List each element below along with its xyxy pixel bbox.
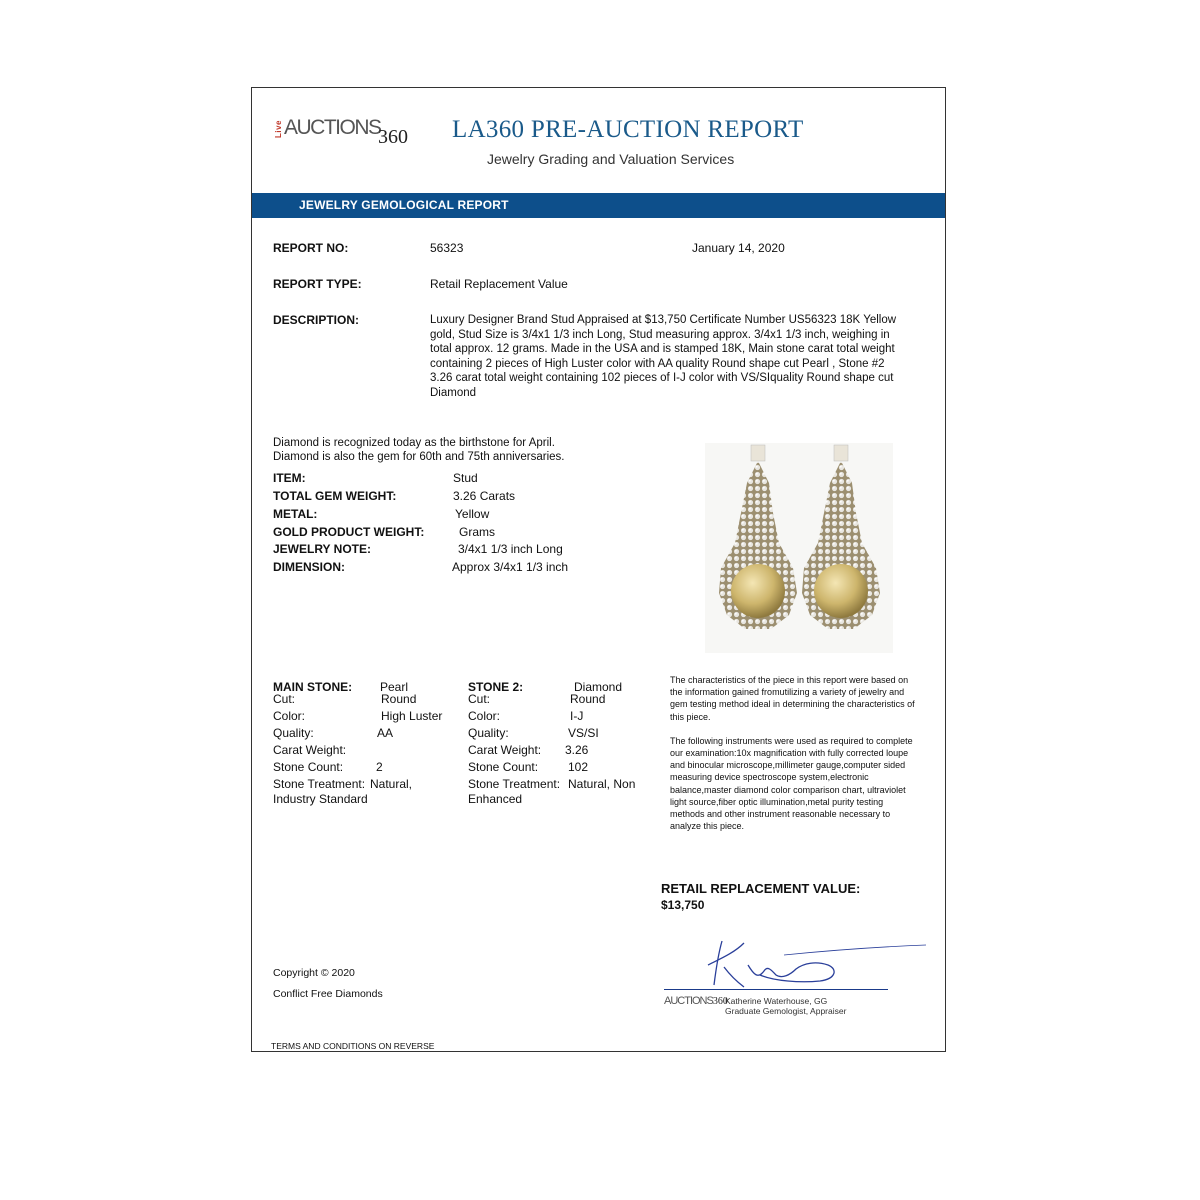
jewelry-note-value: 3/4x1 1/3 inch Long — [458, 542, 563, 556]
main-stone-color-label: Color: — [273, 709, 306, 723]
stone-2-color-value: I-J — [570, 709, 584, 723]
signature-icon — [704, 935, 934, 991]
main-stone-heading: MAIN STONE: — [273, 680, 353, 694]
stone-2-carat-value: 3.26 — [565, 743, 589, 757]
earrings-photo — [705, 443, 893, 653]
stone-2-quality-value: VS/SI — [568, 726, 599, 740]
stone-2-cut-label: Cut: — [468, 692, 491, 706]
item-label: ITEM: — [273, 471, 306, 485]
notes-paragraph-1: The characteristics of the piece in this report were based on the information gained fromutilizing a variety of jewelry and gem testing method ideal in determining the characteristics of this piece. — [670, 675, 915, 722]
signature-logo-360: 360 — [712, 996, 728, 1007]
main-stone-name: Pearl — [380, 680, 409, 694]
retail-value-amount: $13,750 — [661, 898, 705, 912]
stone-2-color-label: Color: — [468, 709, 501, 723]
logo-360-text: 360 — [378, 126, 408, 148]
item-value: Stud — [453, 471, 478, 485]
auctions360-logo — [274, 116, 408, 152]
dimension-value: Approx 3/4x1 1/3 inch — [452, 560, 569, 574]
signature-logo-auctions: AUCTIONS — [664, 995, 713, 1007]
total-gem-weight-label: TOTAL GEM WEIGHT: — [273, 489, 397, 503]
stone-2-count-value: 102 — [568, 760, 589, 774]
description-text: Luxury Designer Brand Stud Appraised at $13,750 Certificate Number US56323 18K Yellow gold, Stud Size is 3/4x1 1/3 inch Long, Stud measuring approx. 3/4x1 1/3 inch, weighing in total approx. 12 grams. Made in the USA and is stamped 18K, Main stone carat total weight containing 2 pieces of High Luster color with AA quality Round shape cut Pearl , Stone #2 3.26 carat total weight containing 102 pieces of I-J color with VS/SIquality Round shape cut Diamond — [430, 314, 897, 399]
report-date: January 14, 2020 — [692, 241, 785, 255]
main-stone-quality-value: AA — [377, 726, 394, 740]
signature-line — [664, 989, 888, 990]
stone-2-treatment-value: Natural, Non — [568, 777, 636, 791]
birthstone-line-2: Diamond is also the gem for 60th and 75th anniversaries. — [273, 451, 565, 463]
jewelry-note-label: JEWELRY NOTE: — [273, 542, 372, 556]
stone-2-count-label: Stone Count: — [468, 760, 539, 774]
logo-auctions-text: AUCTIONS — [284, 116, 381, 139]
stone-2-treatment-label: Stone Treatment: — [468, 777, 561, 791]
report-type-value: Retail Replacement Value — [430, 277, 568, 291]
stone-2-treatment-value-2: Enhanced — [468, 792, 523, 806]
left-earring — [719, 445, 797, 629]
main-stone-count-label: Stone Count: — [273, 760, 344, 774]
stone-2-quality-label: Quality: — [468, 726, 509, 740]
stone-2-carat-label: Carat Weight: — [468, 743, 542, 757]
report-no-label: REPORT NO: — [273, 241, 349, 255]
appraiser-name: Katherine Waterhouse, GG — [725, 996, 828, 1006]
birthstone-note — [273, 436, 565, 464]
total-gem-weight-value: 3.26 Carats — [453, 489, 516, 503]
main-stone-treatment-value-2: Industry Standard — [273, 792, 368, 806]
appraiser-signature-block — [664, 933, 924, 1023]
main-stone-carat-label: Carat Weight: — [273, 743, 347, 757]
main-stone-quality-label: Quality: — [273, 726, 314, 740]
section-banner — [252, 193, 945, 218]
gold-weight-label: GOLD PRODUCT WEIGHT: — [273, 525, 425, 539]
pearl-earrings-illustration — [705, 443, 893, 653]
main-stone-count-value: 2 — [376, 760, 383, 774]
stone-2-name: Diamond — [574, 680, 623, 694]
report-no-value: 56323 — [430, 241, 464, 255]
right-earring — [802, 445, 880, 629]
notes-paragraph-2: The following instruments were used as required to complete our examination:10x magnification with fully corrected loupe and binocular microscope,millimeter gauge,computer sided measuring device spectroscope system,electronic balance,master diamond color comparison chart, ultraviolet light source,fiber optic illumination,metal purity testing methods and other instrument reasonable necessary to analyze this piece. — [670, 735, 913, 832]
main-stone-cut-label: Cut: — [273, 692, 296, 706]
birthstone-line-1: Diamond is recognized today as the birthstone for April. — [273, 437, 555, 449]
main-stone-treatment-value: Natural, — [370, 777, 413, 791]
stone-2-cut-value: Round — [570, 692, 606, 706]
gold-weight-value: Grams — [459, 525, 495, 539]
conflict-free-text: Conflict Free Diamonds — [273, 988, 383, 1000]
retail-value-label: RETAIL REPLACEMENT VALUE: — [661, 881, 861, 896]
report-title: LA360 PRE-AUCTION REPORT — [452, 116, 804, 143]
report-subtitle: Jewelry Grading and Valuation Services — [487, 151, 735, 167]
main-stone-color-value: High Luster — [381, 709, 443, 723]
signature-logo — [664, 995, 728, 1007]
examination-notes — [670, 674, 915, 832]
description-label: DESCRIPTION: — [273, 313, 360, 327]
copyright-text: Copyright © 2020 — [273, 967, 355, 979]
banner-text: JEWELRY GEMOLOGICAL REPORT — [299, 198, 509, 212]
dimension-label: DIMENSION: — [273, 560, 345, 574]
terms-text: TERMS AND CONDITIONS ON REVERSE — [271, 1041, 435, 1051]
report-type-label: REPORT TYPE: — [273, 277, 362, 291]
appraiser-title: Graduate Gemologist, Appraiser — [725, 1006, 847, 1016]
metal-value: Yellow — [455, 507, 490, 521]
main-stone-cut-value: Round — [381, 692, 417, 706]
report-document — [251, 87, 946, 1052]
logo-live-text: Live — [274, 119, 283, 138]
metal-label: METAL: — [273, 507, 318, 521]
stone-2-heading: STONE 2: — [468, 680, 524, 694]
main-stone-treatment-label: Stone Treatment: — [273, 777, 366, 791]
